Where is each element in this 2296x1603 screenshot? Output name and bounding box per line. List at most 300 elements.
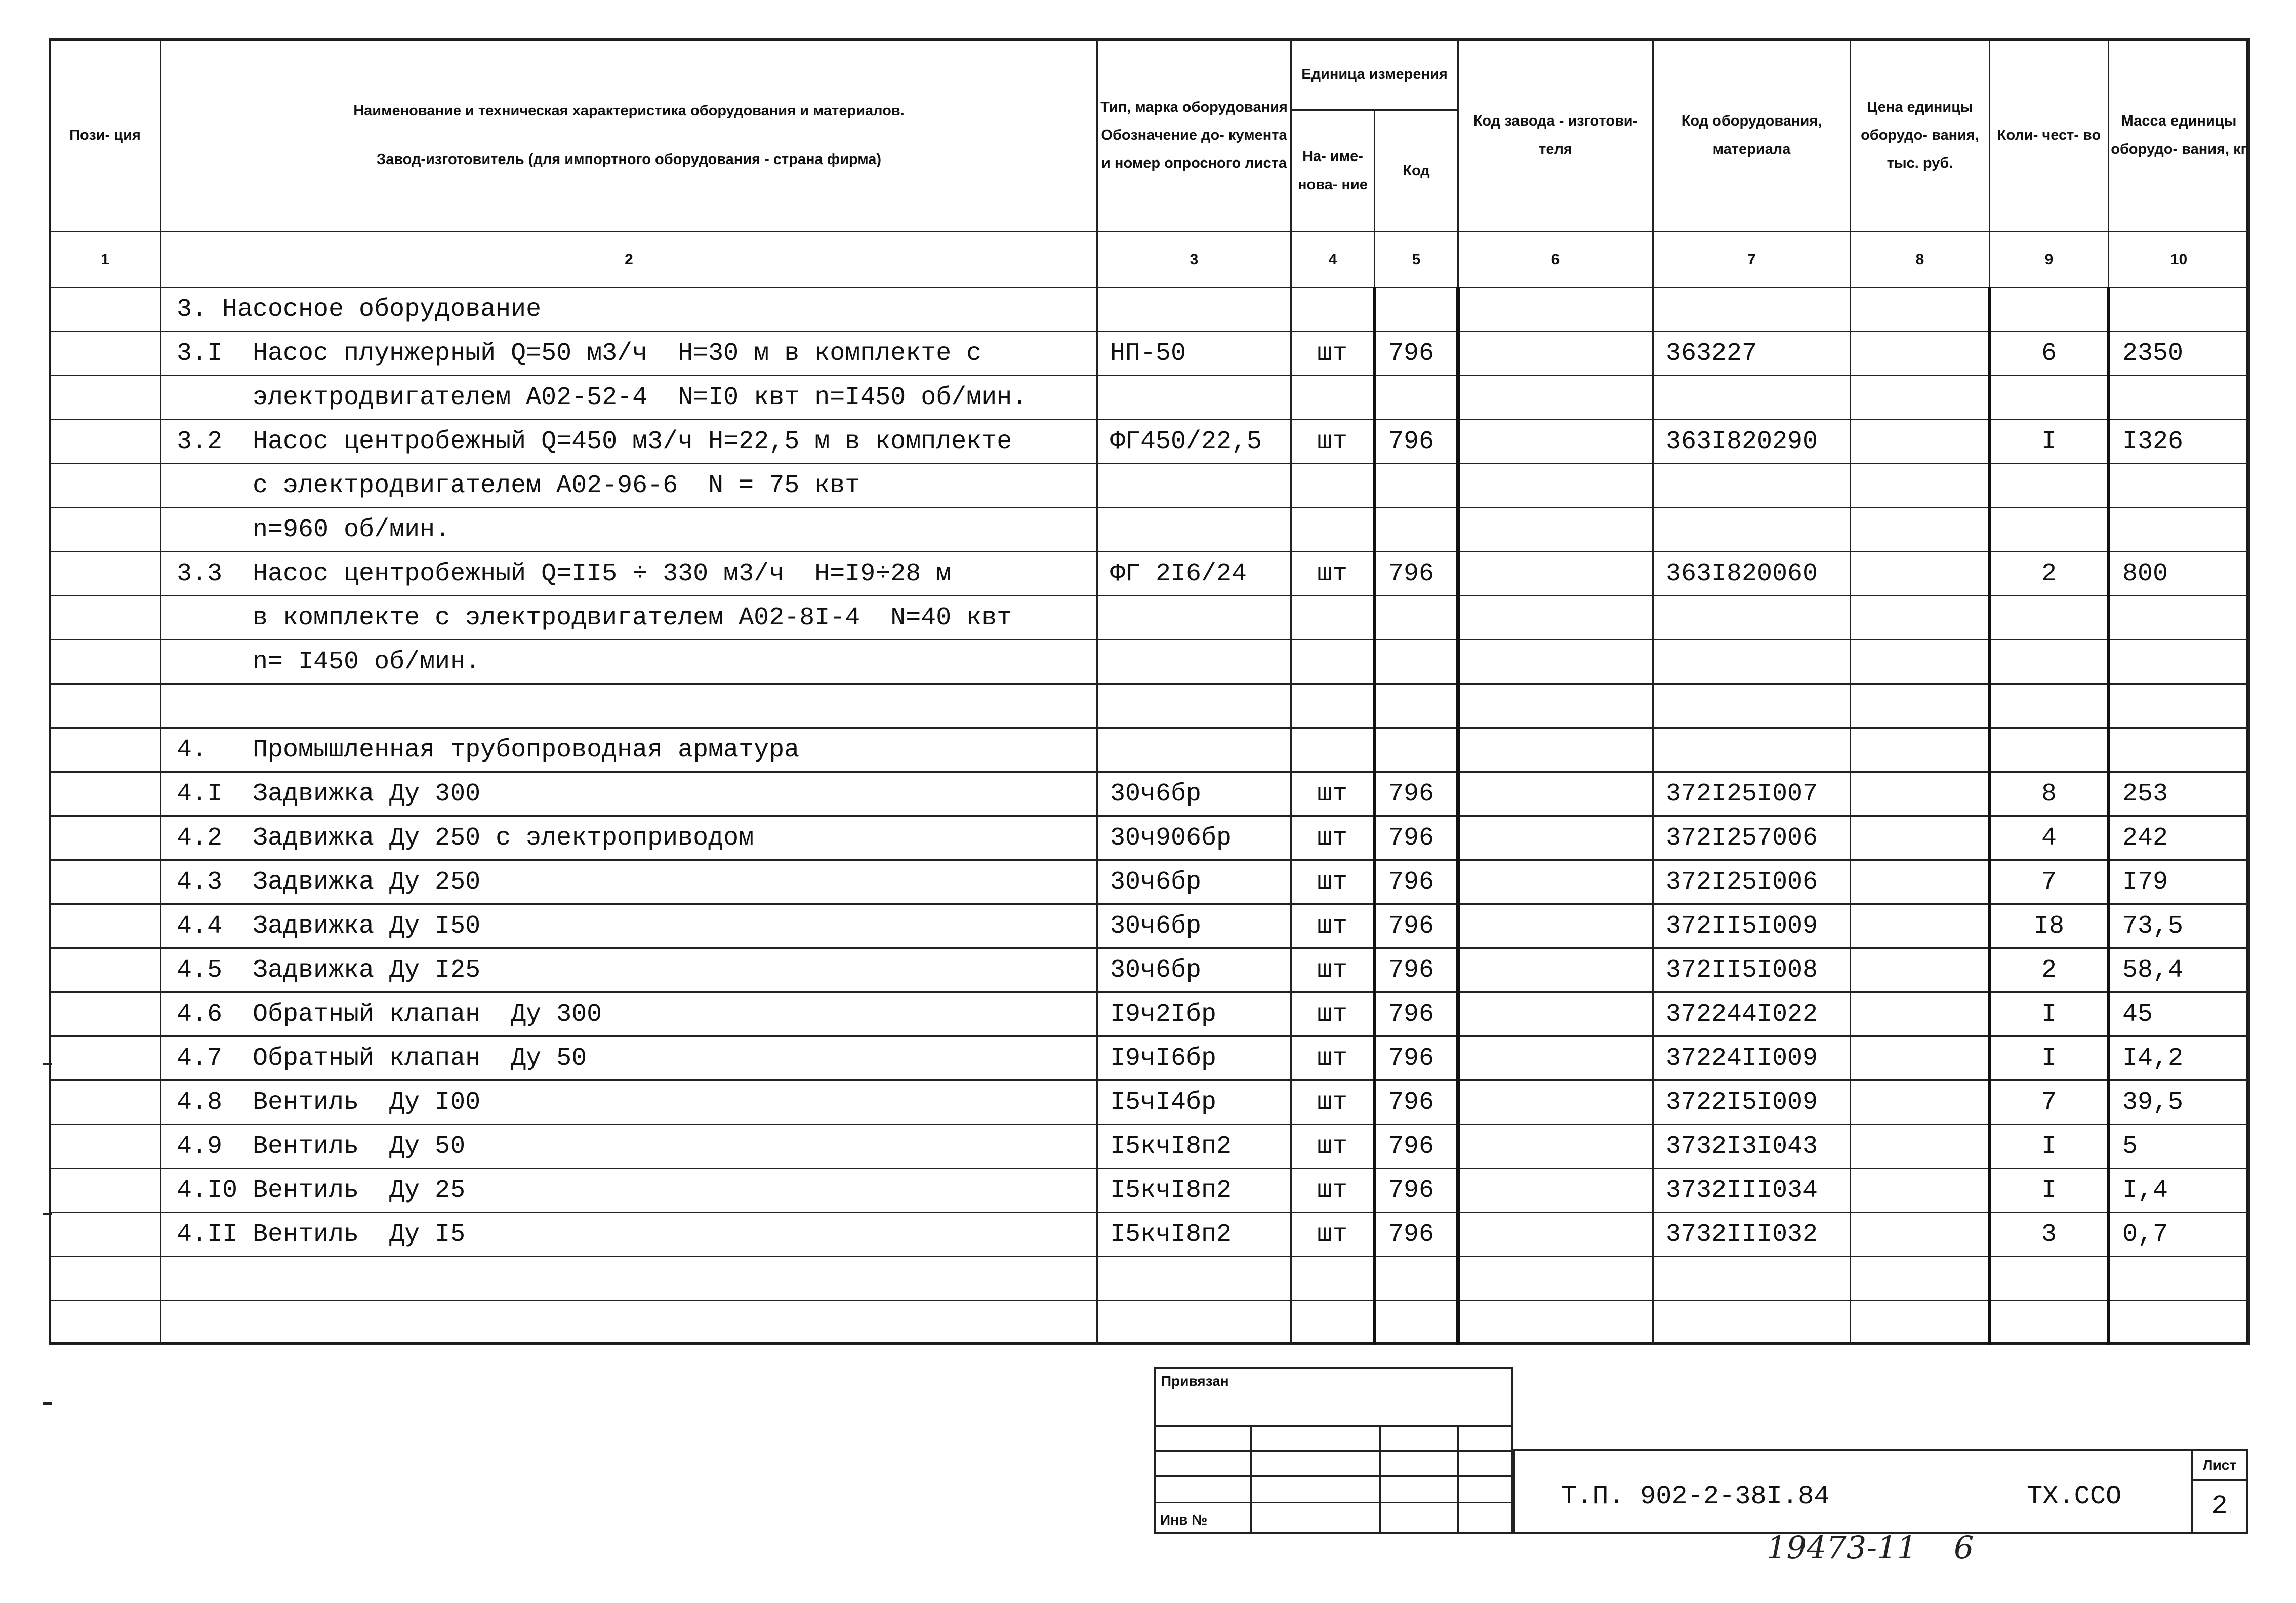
cell-equip-code: 3732III034 (1653, 1169, 1851, 1213)
cell-unit: шт (1291, 332, 1375, 376)
cell-type: 30ч906бр (1097, 816, 1291, 860)
cell-price (1851, 420, 1990, 464)
cell-price (1851, 464, 1990, 508)
binding-stamp (1154, 1367, 1513, 1534)
cell-pos (50, 772, 161, 816)
cell-factory (1458, 1257, 1653, 1301)
cell-unit-code: 796 (1375, 1213, 1458, 1257)
cell-unit (1291, 684, 1375, 728)
cell-equip-code: 372I25I007 (1653, 772, 1851, 816)
cell-unit-code (1375, 684, 1458, 728)
table-row (50, 816, 2249, 860)
cell-factory (1458, 904, 1653, 948)
table-row (50, 1213, 2249, 1257)
cell-qty: 2 (1990, 948, 2109, 992)
cell-qty (1990, 464, 2109, 508)
cell-qty: 3 (1990, 1213, 2109, 1257)
cell-name (161, 1301, 1097, 1345)
cell-unit-code: 796 (1375, 860, 1458, 904)
cell-type: 30ч6бр (1097, 904, 1291, 948)
table-row (50, 1036, 2249, 1080)
header-quantity: Коли- чест- во (1990, 39, 2109, 232)
cell-equip-code (1653, 376, 1851, 420)
cell-pos (50, 1125, 161, 1169)
cell-price (1851, 904, 1990, 948)
cell-unit: шт (1291, 1169, 1375, 1213)
cell-type: I5кчI8п2 (1097, 1213, 1291, 1257)
header-name (161, 39, 1097, 232)
cell-equip-code (1653, 464, 1851, 508)
cell-unit: шт (1291, 1213, 1375, 1257)
cell-pos (50, 464, 161, 508)
cell-equip-code: 3732III032 (1653, 1213, 1851, 1257)
cell-equip-code (1653, 596, 1851, 640)
cell-qty (1990, 640, 2109, 684)
table-row (50, 904, 2249, 948)
cell-type: I9чI6бр (1097, 1036, 1291, 1080)
cell-equip-code (1653, 728, 1851, 772)
handwritten-page-number: 6 (1954, 1529, 1974, 1566)
cell-price (1851, 640, 1990, 684)
cell-equip-code (1653, 640, 1851, 684)
cell-qty (1990, 1257, 2109, 1301)
cell-factory (1458, 772, 1653, 816)
cell-type: ФГ450/22,5 (1097, 420, 1291, 464)
cell-factory (1458, 376, 1653, 420)
cell-price (1851, 772, 1990, 816)
cell-type (1097, 596, 1291, 640)
cell-name: 4. Промышленная трубопроводная арматура (161, 728, 1097, 772)
cell-unit (1291, 508, 1375, 552)
cell-unit (1291, 1301, 1375, 1345)
cell-price (1851, 728, 1990, 772)
cell-type: I9ч2Iбр (1097, 992, 1291, 1036)
cell-mass (2109, 288, 2249, 332)
cell-pos (50, 904, 161, 948)
cell-mass: 45 (2109, 992, 2249, 1036)
cell-type (1097, 1301, 1291, 1345)
cell-unit-code (1375, 1301, 1458, 1345)
header-position: Пози- ция (50, 39, 161, 232)
cell-pos (50, 1036, 161, 1080)
cell-unit (1291, 288, 1375, 332)
cell-equip-code: 372244I022 (1653, 992, 1851, 1036)
cell-factory (1458, 684, 1653, 728)
cell-qty (1990, 596, 2109, 640)
cell-equip-code: 363I820060 (1653, 552, 1851, 596)
cell-name (161, 1257, 1097, 1301)
cell-mass: 0,7 (2109, 1213, 2249, 1257)
cell-pos (50, 640, 161, 684)
cell-pos (50, 376, 161, 420)
column-number: 10 (2109, 232, 2249, 288)
cell-qty: I (1990, 1169, 2109, 1213)
cell-price (1851, 288, 1990, 332)
table-row (50, 1169, 2249, 1213)
cell-type (1097, 464, 1291, 508)
header-type: Тип, марка оборудования Обозначение до- кумента и номер опросного листа (1097, 39, 1291, 232)
cell-mass (2109, 596, 2249, 640)
header-factory-code: Код завода - изготови- теля (1458, 39, 1653, 232)
cell-name: 3.2 Насос центробежный Q=450 м3/ч H=22,5 м в комплекте (161, 420, 1097, 464)
column-number-row (50, 232, 2249, 288)
cell-price (1851, 1169, 1990, 1213)
table-row (50, 992, 2249, 1036)
cell-qty: I (1990, 420, 2109, 464)
table-row (50, 1080, 2249, 1125)
header-price: Цена единицы оборудо- вания, тыс. руб. (1851, 39, 1990, 232)
cell-qty (1990, 684, 2109, 728)
cell-price (1851, 816, 1990, 860)
cell-factory (1458, 948, 1653, 992)
cell-mass (2109, 728, 2249, 772)
cell-price (1851, 1301, 1990, 1345)
cell-equip-code (1653, 1301, 1851, 1345)
cell-mass: 2350 (2109, 332, 2249, 376)
cell-qty: 7 (1990, 860, 2109, 904)
cell-factory (1458, 1301, 1653, 1345)
cell-equip-code: 372II5I008 (1653, 948, 1851, 992)
cell-unit-code: 796 (1375, 1080, 1458, 1125)
cell-factory (1458, 860, 1653, 904)
cell-unit-code: 796 (1375, 992, 1458, 1036)
cell-pos (50, 860, 161, 904)
cell-factory (1458, 1213, 1653, 1257)
cell-mass (2109, 640, 2249, 684)
cell-pos (50, 1213, 161, 1257)
header-unit-code: Код (1375, 110, 1458, 232)
cell-pos (50, 332, 161, 376)
cell-qty: I (1990, 992, 2109, 1036)
cell-qty: I (1990, 1036, 2109, 1080)
cell-pos (50, 816, 161, 860)
cell-equip-code: 363227 (1653, 332, 1851, 376)
header-equipment-code: Код оборудования, материала (1653, 39, 1851, 232)
cell-unit-code: 796 (1375, 332, 1458, 376)
cell-unit: шт (1291, 1080, 1375, 1125)
cell-pos (50, 948, 161, 992)
cell-unit: шт (1291, 992, 1375, 1036)
cell-mass: 5 (2109, 1125, 2249, 1169)
cell-unit-code (1375, 376, 1458, 420)
cell-pos (50, 288, 161, 332)
cell-price (1851, 596, 1990, 640)
cell-type: I5кчI8п2 (1097, 1169, 1291, 1213)
cell-unit-code (1375, 640, 1458, 684)
cell-pos (50, 508, 161, 552)
cell-type (1097, 508, 1291, 552)
cell-qty: 6 (1990, 332, 2109, 376)
cell-type: НП-50 (1097, 332, 1291, 376)
cell-unit-code (1375, 508, 1458, 552)
cell-name: 4.6 Обратный клапан Ду 300 (161, 992, 1097, 1036)
cell-type: ФГ 2I6/24 (1097, 552, 1291, 596)
cell-name: n=960 об/мин. (161, 508, 1097, 552)
cell-name: 4.7 Обратный клапан Ду 50 (161, 1036, 1097, 1080)
cell-mass: 253 (2109, 772, 2249, 816)
cell-name: в комплекте с электродвигателем А02-8I-4 N=40 квт (161, 596, 1097, 640)
cell-factory (1458, 728, 1653, 772)
cell-unit: шт (1291, 420, 1375, 464)
cell-type: I5кчI8п2 (1097, 1125, 1291, 1169)
cell-unit: шт (1291, 552, 1375, 596)
cell-mass: I,4 (2109, 1169, 2249, 1213)
title-block (1513, 1449, 2248, 1534)
cell-price (1851, 1213, 1990, 1257)
cell-equip-code: 37224II009 (1653, 1036, 1851, 1080)
header-name-line2: Завод-изготовитель (для импортного оборудования - страна фирма) (376, 151, 882, 168)
cell-mass (2109, 1257, 2249, 1301)
cell-mass: I4,2 (2109, 1036, 2249, 1080)
cell-qty (1990, 1301, 2109, 1345)
cell-equip-code: 372I25I006 (1653, 860, 1851, 904)
cell-name: 4.5 Задвижка Ду I25 (161, 948, 1097, 992)
table-row (50, 728, 2249, 772)
cell-price (1851, 1257, 1990, 1301)
cell-factory (1458, 1125, 1653, 1169)
cell-name: 4.2 Задвижка Ду 250 с электроприводом (161, 816, 1097, 860)
cell-name: 4.3 Задвижка Ду 250 (161, 860, 1097, 904)
cell-mass: 39,5 (2109, 1080, 2249, 1125)
cell-name: 4.9 Вентиль Ду 50 (161, 1125, 1097, 1169)
cell-factory (1458, 288, 1653, 332)
header-mass: Масса единицы оборудо- вания, кг (2109, 39, 2249, 232)
cell-type: 30ч6бр (1097, 772, 1291, 816)
cell-name: 3.3 Насос центробежный Q=II5 ÷ 330 м3/ч H=I9÷28 м (161, 552, 1097, 596)
cell-mass (2109, 1301, 2249, 1345)
cell-factory (1458, 596, 1653, 640)
cell-unit-code: 796 (1375, 816, 1458, 860)
cell-price (1851, 508, 1990, 552)
cell-qty: I8 (1990, 904, 2109, 948)
cell-factory (1458, 1036, 1653, 1080)
cell-factory (1458, 332, 1653, 376)
cell-mass: I326 (2109, 420, 2249, 464)
cell-unit-code: 796 (1375, 948, 1458, 992)
table-row (50, 772, 2249, 816)
cell-mass: 73,5 (2109, 904, 2249, 948)
table-row (50, 684, 2249, 728)
cell-type (1097, 684, 1291, 728)
column-number: 8 (1851, 232, 1990, 288)
cell-unit: шт (1291, 1125, 1375, 1169)
cell-equip-code: 372II5I009 (1653, 904, 1851, 948)
cell-unit-code: 796 (1375, 772, 1458, 816)
table-row (50, 332, 2249, 376)
cell-equip-code: 363I820290 (1653, 420, 1851, 464)
cell-price (1851, 860, 1990, 904)
table-row (50, 1257, 2249, 1301)
sheet-box (2191, 1451, 2246, 1534)
cell-factory (1458, 508, 1653, 552)
cell-qty (1990, 728, 2109, 772)
cell-mass (2109, 508, 2249, 552)
cell-pos (50, 728, 161, 772)
specification-table (49, 38, 2250, 1345)
cell-price (1851, 1125, 1990, 1169)
cell-factory (1458, 420, 1653, 464)
cell-unit-code: 796 (1375, 552, 1458, 596)
cell-pos (50, 552, 161, 596)
cell-price (1851, 376, 1990, 420)
cell-price (1851, 1036, 1990, 1080)
cell-equip-code: 3732I3I043 (1653, 1125, 1851, 1169)
cell-unit (1291, 1257, 1375, 1301)
cell-unit: шт (1291, 1036, 1375, 1080)
cell-qty (1990, 376, 2109, 420)
table-row (50, 552, 2249, 596)
column-number: 5 (1375, 232, 1458, 288)
table-row (50, 376, 2249, 420)
project-code: Т.П. 902-2-38I.84 (1561, 1481, 1830, 1511)
cell-factory (1458, 992, 1653, 1036)
cell-mass (2109, 376, 2249, 420)
cell-type (1097, 376, 1291, 420)
cell-factory (1458, 464, 1653, 508)
cell-name: 3.I Насос плунжерный Q=50 м3/ч H=30 м в комплекте с (161, 332, 1097, 376)
cell-qty: 7 (1990, 1080, 2109, 1125)
cell-factory (1458, 552, 1653, 596)
cell-unit-code: 796 (1375, 1036, 1458, 1080)
header-name-line1: Наименование и техническая характеристика оборудования и материалов. (353, 103, 905, 119)
cell-unit-code (1375, 1257, 1458, 1301)
cell-qty: 2 (1990, 552, 2109, 596)
cell-unit-code (1375, 596, 1458, 640)
cell-price (1851, 684, 1990, 728)
cell-equip-code: 3722I5I009 (1653, 1080, 1851, 1125)
cell-equip-code (1653, 1257, 1851, 1301)
cell-unit-code (1375, 288, 1458, 332)
cell-pos (50, 420, 161, 464)
cell-unit (1291, 728, 1375, 772)
cell-unit (1291, 464, 1375, 508)
cell-price (1851, 552, 1990, 596)
cell-unit: шт (1291, 860, 1375, 904)
cell-pos (50, 992, 161, 1036)
table-row (50, 1125, 2249, 1169)
cell-type: 30ч6бр (1097, 860, 1291, 904)
cell-mass: 242 (2109, 816, 2249, 860)
cell-mass (2109, 684, 2249, 728)
column-number: 3 (1097, 232, 1291, 288)
table-row (50, 420, 2249, 464)
table-row (50, 464, 2249, 508)
cell-factory (1458, 816, 1653, 860)
cell-type: 30ч6бр (1097, 948, 1291, 992)
cell-name: 4.II Вентиль Ду I5 (161, 1213, 1097, 1257)
cell-factory (1458, 1169, 1653, 1213)
table-row (50, 640, 2249, 684)
cell-qty (1990, 288, 2109, 332)
cell-unit (1291, 596, 1375, 640)
header-unit-name: На- име- нова- ние (1291, 110, 1375, 232)
cell-name: 4.8 Вентиль Ду I00 (161, 1080, 1097, 1125)
cell-pos (50, 596, 161, 640)
cell-name: 3. Насосное оборудование (161, 288, 1097, 332)
stamp-inventory-label: Инв № (1160, 1512, 1208, 1528)
cell-equip-code (1653, 684, 1851, 728)
cell-mass (2109, 464, 2249, 508)
cell-qty: I (1990, 1125, 2109, 1169)
cell-unit: шт (1291, 904, 1375, 948)
cell-factory (1458, 1080, 1653, 1125)
cell-mass: 800 (2109, 552, 2249, 596)
document-code: ТХ.ССО (2027, 1481, 2122, 1511)
column-number: 4 (1291, 232, 1375, 288)
cell-name: 4.I0 Вентиль Ду 25 (161, 1169, 1097, 1213)
cell-name: n= I450 об/мин. (161, 640, 1097, 684)
cell-price (1851, 992, 1990, 1036)
column-number: 9 (1990, 232, 2109, 288)
cell-type (1097, 728, 1291, 772)
cell-name: с электродвигателем А02-96-6 N = 75 квт (161, 464, 1097, 508)
cell-pos (50, 684, 161, 728)
cell-factory (1458, 640, 1653, 684)
table-row (50, 508, 2249, 552)
cell-unit (1291, 376, 1375, 420)
cell-pos (50, 1080, 161, 1125)
cell-pos (50, 1257, 161, 1301)
cell-unit (1291, 640, 1375, 684)
cell-name: 4.4 Задвижка Ду I50 (161, 904, 1097, 948)
cell-price (1851, 332, 1990, 376)
cell-unit-code (1375, 464, 1458, 508)
cell-unit-code: 796 (1375, 420, 1458, 464)
cell-type: I5чI4бр (1097, 1080, 1291, 1125)
table-row (50, 596, 2249, 640)
cell-unit-code: 796 (1375, 1169, 1458, 1213)
cell-type (1097, 1257, 1291, 1301)
cell-price (1851, 1080, 1990, 1125)
cell-mass: 58,4 (2109, 948, 2249, 992)
cell-name: электродвигателем А02-52-4 N=I0 квт n=I450 об/мин. (161, 376, 1097, 420)
cell-type (1097, 640, 1291, 684)
cell-name (161, 684, 1097, 728)
cell-unit: шт (1291, 948, 1375, 992)
cell-mass: I79 (2109, 860, 2249, 904)
cell-equip-code (1653, 288, 1851, 332)
column-number: 6 (1458, 232, 1653, 288)
cell-type (1097, 288, 1291, 332)
stamp-bound-label: Привязан (1161, 1373, 1229, 1389)
cell-unit: шт (1291, 816, 1375, 860)
table-row (50, 860, 2249, 904)
cell-name: 4.I Задвижка Ду 300 (161, 772, 1097, 816)
column-number: 2 (161, 232, 1097, 288)
header-unit-group: Единица измерения (1291, 39, 1458, 110)
sheet-number: 2 (2211, 1491, 2228, 1521)
column-number: 7 (1653, 232, 1851, 288)
table-row (50, 1301, 2249, 1345)
cell-equip-code: 372I257006 (1653, 816, 1851, 860)
handwritten-archive-number: 19473-11 (1767, 1529, 1917, 1566)
sheet-label: Лист (2193, 1451, 2246, 1481)
column-number: 1 (50, 232, 161, 288)
table-row (50, 288, 2249, 332)
cell-unit-code: 796 (1375, 1125, 1458, 1169)
cell-qty: 4 (1990, 816, 2109, 860)
cell-qty (1990, 508, 2109, 552)
table-row (50, 948, 2249, 992)
cell-equip-code (1653, 508, 1851, 552)
cell-pos (50, 1301, 161, 1345)
cell-pos (50, 1169, 161, 1213)
cell-unit-code: 796 (1375, 904, 1458, 948)
cell-unit: шт (1291, 772, 1375, 816)
cell-price (1851, 948, 1990, 992)
cell-qty: 8 (1990, 772, 2109, 816)
cell-unit-code (1375, 728, 1458, 772)
